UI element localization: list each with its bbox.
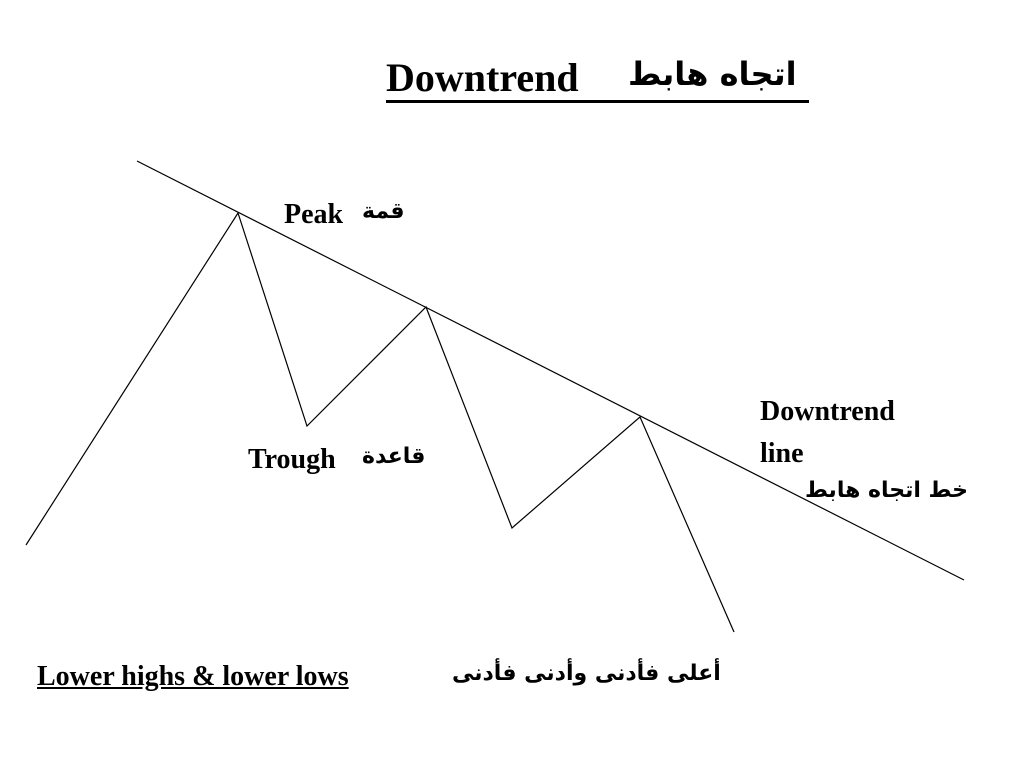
price-zigzag [26, 213, 734, 632]
peak-label-english: Peak [284, 199, 344, 230]
peak-label-arabic: قمة [362, 199, 405, 224]
trough-label-arabic: قاعدة [362, 444, 426, 469]
title-underline [386, 100, 809, 103]
downtrend-line-label-english-line2: line [760, 438, 804, 469]
downtrend-line-label-english: Downtrend [760, 396, 895, 427]
title-english: Downtrend [386, 55, 579, 100]
title-arabic: اتجاه هابط [628, 55, 797, 93]
footer-caption-arabic: أعلى فأدنى وأدنى فأدنى [452, 661, 721, 686]
trough-label-english: Trough [248, 444, 336, 475]
downtrend-line [137, 161, 964, 580]
footer-caption-english: Lower highs & lower lows [37, 661, 349, 692]
downtrend-line-label-arabic: خط اتجاه هابط [805, 478, 968, 503]
